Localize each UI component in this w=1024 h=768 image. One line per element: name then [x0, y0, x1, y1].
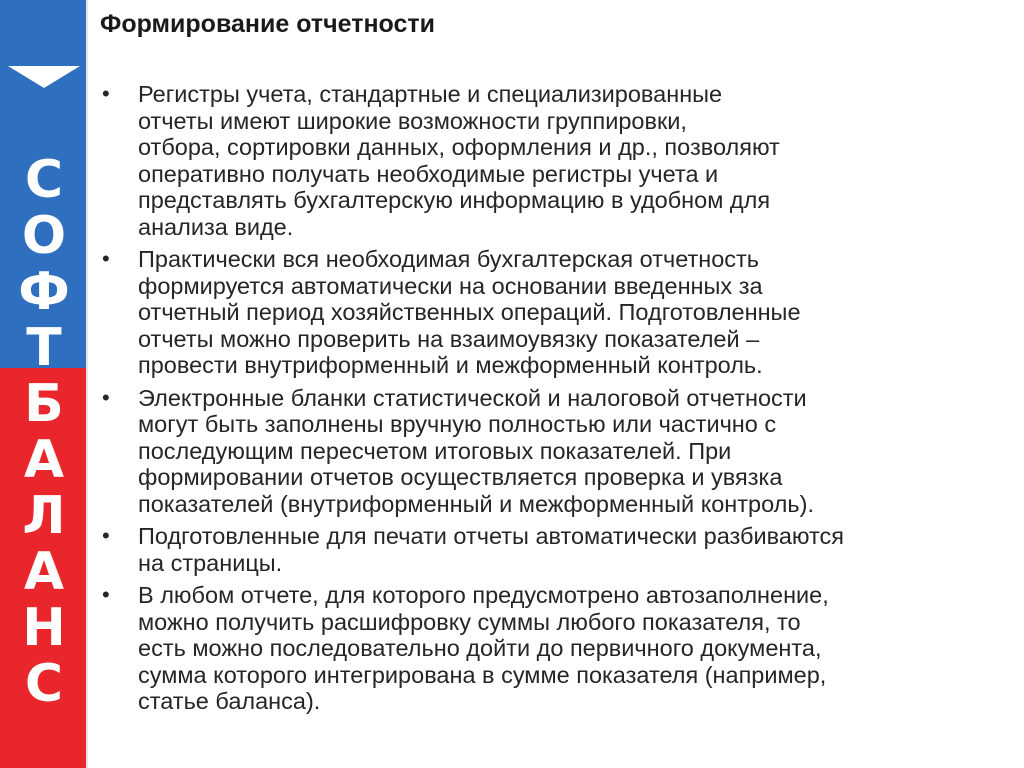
bullet-line: отчеты можно проверить на взаимоувязку показателей – — [138, 325, 760, 352]
bullet-line: формируется автоматически на основании введенных за — [138, 272, 763, 299]
bullet-line: отчеты имеют широкие возможности группировки, — [138, 107, 687, 134]
brand-letter: С — [24, 654, 64, 714]
bullet-line: провести внутриформенный и межформенный контроль. — [138, 352, 763, 378]
brand-letter: Б — [24, 374, 64, 434]
brand-letter: Л — [22, 486, 66, 546]
bullet-item — [96, 582, 1006, 715]
bullet-line: можно получить расшифровку суммы любого показателя, то — [138, 608, 801, 635]
brand-letter: Н — [22, 598, 66, 658]
brand-sidebar — [0, 0, 88, 768]
bullet-line: могут быть заполнены вручную полностью или частично с — [138, 411, 777, 437]
brand-letter: А — [23, 542, 65, 602]
bullet-line: Электронные бланки статистической и налоговой отчетности — [138, 384, 807, 411]
bullet-line: показателей (внутриформенный и межформенный контроль). — [138, 490, 814, 517]
bullet-line: оперативно получать необходимые регистры учета и — [138, 160, 719, 187]
bullet-item — [96, 385, 1006, 518]
bullet-dot-icon: • — [102, 81, 110, 106]
down-triangle-icon — [8, 66, 80, 88]
bullet-list — [96, 81, 1006, 721]
brand-logo-text — [0, 152, 88, 712]
bullet-dot-icon: • — [102, 582, 110, 607]
bullet-item — [96, 246, 1006, 379]
brand-letter: А — [23, 430, 65, 490]
bullet-line: отбора, сортировки данных, оформления и др., позволяют — [138, 134, 780, 160]
bullet-line: сумма которого интегрирована в сумме показателя (например, — [138, 661, 827, 688]
bullet-line: представлять бухгалтерскую информацию в удобном для — [138, 187, 771, 213]
bullet-line: анализа виде. — [138, 213, 294, 240]
bullet-line: последующим пересчетом итоговых показателей. При — [138, 437, 732, 464]
slide-title: Формирование отчетности — [100, 10, 435, 38]
bullet-dot-icon: • — [102, 384, 110, 410]
bullet-dot-icon: • — [102, 246, 110, 271]
sidebar-divider — [86, 0, 88, 768]
bullet-line: Регистры учета, стандартные и специализированные — [138, 81, 723, 107]
brand-letter: Т — [26, 318, 62, 378]
brand-letter: Ф — [18, 262, 70, 322]
bullet-dot-icon: • — [102, 523, 110, 548]
brand-letter: О — [21, 206, 67, 266]
bullet-line: Практически вся необходимая бухгалтерская отчетность — [138, 246, 760, 272]
bullet-item — [96, 81, 1006, 240]
bullet-line: отчетный период хозяйственных операций. Подготовленные — [138, 299, 801, 325]
bullet-line: на страницы. — [138, 549, 283, 576]
bullet-item — [96, 523, 1006, 576]
bullet-line: Подготовленные для печати отчеты автоматически разбиваются — [138, 523, 844, 549]
bullet-line: есть можно последовательно дойти до первичного документа, — [138, 635, 822, 661]
brand-letter: С — [24, 150, 64, 210]
bullet-line: В любом отчете, для которого предусмотрено автозаполнение, — [138, 582, 829, 608]
bullet-line: статье баланса). — [138, 688, 321, 714]
bullet-line: формировании отчетов осуществляется проверка и увязка — [138, 464, 783, 490]
